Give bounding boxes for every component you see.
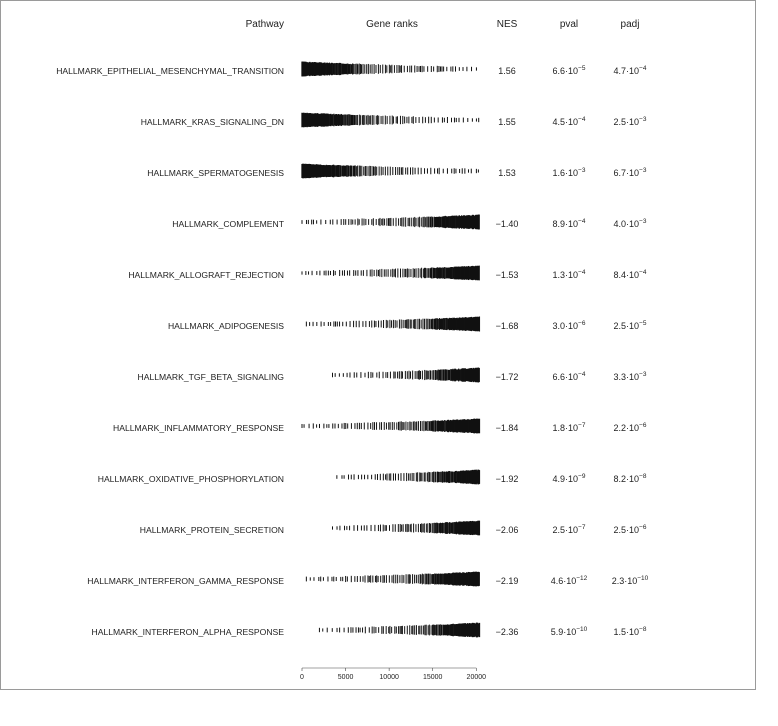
pval-base: ·10	[565, 474, 579, 484]
pval-mantissa: 4.6	[550, 576, 564, 586]
pathway-row	[147, 164, 647, 179]
pval-mantissa: 4.9	[552, 474, 566, 484]
pathway-rows	[56, 62, 648, 638]
padj-exponent: −4	[639, 65, 647, 72]
pval-value	[551, 575, 588, 586]
header-pathway: Pathway	[245, 19, 284, 30]
padj-value	[614, 65, 647, 76]
pathway-row	[56, 62, 647, 77]
padj-mantissa: 8.2	[613, 474, 627, 484]
padj-value	[614, 269, 647, 280]
pval-base: ·10	[565, 321, 579, 331]
column-headers	[246, 19, 640, 30]
pval-value	[551, 626, 588, 637]
padj-value	[614, 167, 647, 178]
pval-exponent: −4	[578, 269, 586, 276]
pathway-row	[87, 572, 648, 587]
nes-value: 1.53	[498, 168, 516, 178]
pval-value	[553, 320, 586, 331]
padj-value	[614, 218, 647, 229]
pval-value	[553, 473, 586, 484]
pval-value	[553, 422, 586, 433]
pathway-row	[113, 419, 647, 434]
pathway-row	[128, 266, 647, 281]
pval-base: ·10	[565, 168, 579, 178]
padj-base: ·10	[626, 219, 640, 229]
nes-value: 1.56	[498, 66, 516, 76]
gene-rank-barcode	[302, 164, 478, 179]
pval-exponent: −4	[578, 218, 586, 225]
pval-mantissa: 6.6	[552, 372, 566, 382]
pval-mantissa: 4.5	[552, 117, 566, 127]
header-gene-ranks: Gene ranks	[366, 19, 418, 30]
padj-base: ·10	[626, 525, 640, 535]
padj-exponent: −5	[639, 320, 647, 327]
padj-base: ·10	[626, 117, 640, 127]
padj-base: ·10	[626, 321, 640, 331]
gene-rank-barcode	[333, 368, 480, 383]
padj-exponent: −4	[639, 269, 647, 276]
pval-exponent: −10	[576, 626, 588, 633]
pval-base: ·10	[563, 576, 577, 586]
pval-mantissa: 1.6	[552, 168, 566, 178]
padj-base: ·10	[626, 423, 640, 433]
header-nes: NES	[496, 19, 518, 30]
pval-value	[553, 116, 586, 127]
pval-base: ·10	[565, 372, 579, 382]
pathway-label: HALLMARK_OXIDATIVE_PHOSPHORYLATION	[97, 474, 284, 484]
pathway-label: HALLMARK_PROTEIN_SECRETION	[139, 525, 284, 535]
gene-rank-barcode	[302, 419, 479, 434]
nes-value: −1.53	[495, 270, 519, 280]
pathway-label: HALLMARK_INFLAMMATORY_RESPONSE	[113, 423, 284, 433]
gene-rank-barcode	[302, 62, 476, 77]
pval-mantissa: 5.9	[550, 627, 564, 637]
padj-exponent: −3	[639, 167, 647, 174]
nes-value: 1.55	[498, 117, 516, 127]
nes-value: −2.19	[495, 576, 519, 586]
gene-rank-barcode	[306, 317, 479, 332]
padj-exponent: −10	[637, 575, 649, 582]
pval-value	[553, 524, 586, 535]
pathway-label: HALLMARK_EPITHELIAL_MESENCHYMAL_TRANSITION	[56, 66, 284, 76]
pathway-row	[92, 623, 647, 638]
pval-mantissa: 1.8	[552, 423, 566, 433]
pval-base: ·10	[565, 117, 579, 127]
pval-exponent: −4	[578, 371, 586, 378]
padj-mantissa: 6.7	[613, 168, 627, 178]
padj-value	[612, 575, 649, 586]
pathway-label: HALLMARK_TGF_BETA_SIGNALING	[137, 372, 284, 382]
pval-exponent: −7	[578, 422, 586, 429]
pathway-row	[138, 368, 647, 383]
padj-exponent: −6	[639, 524, 647, 531]
padj-value	[614, 524, 647, 535]
padj-mantissa: 2.3	[611, 576, 625, 586]
nes-value: −1.92	[495, 474, 519, 484]
padj-exponent: −8	[639, 473, 647, 480]
padj-mantissa: 4.7	[613, 66, 627, 76]
pval-mantissa: 2.5	[552, 525, 566, 535]
pval-value	[553, 65, 586, 76]
gene-rank-barcode	[337, 470, 480, 485]
axis-tick-label: 0	[300, 674, 304, 681]
nes-value: −1.72	[495, 372, 519, 382]
gene-rank-axis	[300, 668, 486, 681]
padj-base: ·10	[626, 627, 640, 637]
padj-base: ·10	[626, 168, 640, 178]
caption-overflow	[0, 698, 778, 726]
padj-mantissa: 1.5	[613, 627, 627, 637]
pval-exponent: −7	[578, 524, 586, 531]
padj-exponent: −8	[639, 626, 647, 633]
pathway-row	[168, 317, 647, 332]
padj-exponent: −3	[639, 371, 647, 378]
pval-base: ·10	[565, 423, 579, 433]
padj-mantissa: 2.5	[613, 525, 627, 535]
pval-exponent: −6	[578, 320, 586, 327]
pval-exponent: −3	[578, 167, 586, 174]
pathway-label: HALLMARK_KRAS_SIGNALING_DN	[140, 117, 284, 127]
padj-value	[614, 473, 647, 484]
gene-rank-barcode	[319, 623, 479, 638]
gene-rank-barcode	[302, 266, 479, 281]
pval-value	[553, 167, 586, 178]
pval-base: ·10	[565, 525, 579, 535]
padj-base: ·10	[626, 270, 640, 280]
pval-mantissa: 1.3	[552, 270, 566, 280]
padj-base: ·10	[626, 372, 640, 382]
pathway-label: HALLMARK_COMPLEMENT	[172, 219, 284, 229]
pathway-label: HALLMARK_ALLOGRAFT_REJECTION	[128, 270, 284, 280]
nes-value: −2.06	[495, 525, 519, 535]
gene-rank-barcode	[302, 113, 479, 128]
pval-base: ·10	[565, 270, 579, 280]
axis-tick-label: 10000	[379, 674, 399, 681]
pathway-label: HALLMARK_INTERFERON_GAMMA_RESPONSE	[87, 576, 284, 586]
padj-mantissa: 4.0	[613, 219, 627, 229]
header-padj: padj	[620, 19, 640, 30]
nes-value: −1.84	[495, 423, 519, 433]
axis-tick-label: 5000	[337, 674, 354, 681]
axis-tick-label: 20000	[466, 674, 487, 681]
pval-value	[553, 269, 586, 280]
padj-exponent: −3	[639, 218, 647, 225]
padj-mantissa: 2.5	[613, 321, 627, 331]
pathway-row	[98, 470, 647, 485]
pval-base: ·10	[565, 219, 579, 229]
pval-exponent: −4	[578, 116, 586, 123]
padj-value	[614, 626, 647, 637]
padj-value	[614, 371, 647, 382]
pval-value	[553, 218, 586, 229]
padj-mantissa: 3.3	[613, 372, 627, 382]
nes-value: −1.68	[495, 321, 519, 331]
gene-rank-barcode	[302, 215, 479, 230]
header-pval: pval	[559, 19, 579, 30]
pval-base: ·10	[565, 66, 579, 76]
pval-base: ·10	[563, 627, 577, 637]
padj-value	[614, 422, 647, 433]
padj-exponent: −3	[639, 116, 647, 123]
pval-exponent: −12	[576, 575, 588, 582]
axis-tick-label: 15000	[422, 674, 443, 681]
pval-exponent: −5	[578, 65, 586, 72]
padj-mantissa: 2.2	[613, 423, 627, 433]
pval-mantissa: 3.0	[552, 321, 566, 331]
pval-mantissa: 8.9	[552, 219, 566, 229]
gene-rank-barcode	[333, 521, 480, 536]
padj-base: ·10	[626, 66, 640, 76]
gene-rank-barcode	[306, 572, 479, 587]
pval-value	[553, 371, 586, 382]
nes-value: −1.40	[495, 219, 519, 229]
padj-value	[614, 320, 647, 331]
padj-base: ·10	[624, 576, 638, 586]
padj-exponent: −6	[639, 422, 647, 429]
padj-mantissa: 8.4	[613, 270, 627, 280]
pathway-label: HALLMARK_ADIPOGENESIS	[167, 321, 284, 331]
padj-base: ·10	[626, 474, 640, 484]
pval-mantissa: 6.6	[552, 66, 566, 76]
pval-exponent: −9	[578, 473, 586, 480]
pathway-row	[140, 521, 647, 536]
padj-mantissa: 2.5	[613, 117, 627, 127]
padj-value	[614, 116, 647, 127]
pathway-label: HALLMARK_SPERMATOGENESIS	[147, 168, 284, 178]
pathway-row	[172, 215, 647, 230]
nes-value: −2.36	[495, 627, 519, 637]
pathway-label: HALLMARK_INTERFERON_ALPHA_RESPONSE	[91, 627, 284, 637]
pathway-row	[141, 113, 647, 128]
